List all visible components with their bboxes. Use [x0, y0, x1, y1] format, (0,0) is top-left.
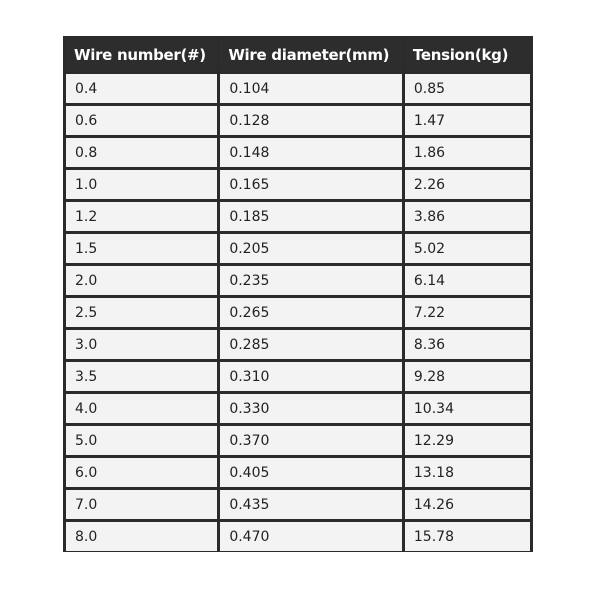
wire-spec-table	[63, 36, 533, 554]
wire-number-cell: 1.2	[66, 202, 217, 231]
header-wire-number: Wire number(#)	[66, 39, 217, 71]
wire-diameter-cell: 0.185	[220, 202, 402, 231]
wire-number-cell: 0.4	[66, 74, 217, 103]
wire-diameter-cell: 0.285	[220, 330, 402, 359]
wire-number-cell: 0.8	[66, 138, 217, 167]
table-row	[66, 490, 530, 519]
table-row	[66, 234, 530, 263]
wire-diameter-cell: 0.370	[220, 426, 402, 455]
table-row	[66, 426, 530, 455]
table-row	[66, 458, 530, 487]
wire-diameter-cell: 0.104	[220, 74, 402, 103]
tension-cell: 2.26	[405, 170, 530, 199]
wire-number-cell: 6.0	[66, 458, 217, 487]
table-row	[66, 170, 530, 199]
wire-number-cell: 3.5	[66, 362, 217, 391]
table-row	[66, 394, 530, 423]
wire-number-cell: 2.5	[66, 298, 217, 327]
table-row	[66, 74, 530, 103]
table-body	[66, 74, 530, 551]
wire-spec-table-container	[63, 36, 533, 552]
header-tension: Tension(kg)	[405, 39, 530, 71]
table-row	[66, 298, 530, 327]
wire-diameter-cell: 0.148	[220, 138, 402, 167]
tension-cell: 12.29	[405, 426, 530, 455]
wire-diameter-cell: 0.435	[220, 490, 402, 519]
tension-cell: 3.86	[405, 202, 530, 231]
wire-number-cell: 8.0	[66, 522, 217, 551]
tension-cell: 0.85	[405, 74, 530, 103]
tension-cell: 7.22	[405, 298, 530, 327]
table-row	[66, 202, 530, 231]
header-wire-diameter: Wire diameter(mm)	[220, 39, 402, 71]
tension-cell: 1.47	[405, 106, 530, 135]
table-row	[66, 106, 530, 135]
table-row	[66, 362, 530, 391]
wire-number-cell: 3.0	[66, 330, 217, 359]
wire-diameter-cell: 0.470	[220, 522, 402, 551]
wire-number-cell: 1.0	[66, 170, 217, 199]
table-row	[66, 522, 530, 551]
wire-number-cell: 1.5	[66, 234, 217, 263]
tension-cell: 15.78	[405, 522, 530, 551]
wire-diameter-cell: 0.330	[220, 394, 402, 423]
tension-cell: 1.86	[405, 138, 530, 167]
tension-cell: 5.02	[405, 234, 530, 263]
wire-diameter-cell: 0.265	[220, 298, 402, 327]
wire-number-cell: 7.0	[66, 490, 217, 519]
tension-cell: 13.18	[405, 458, 530, 487]
wire-diameter-cell: 0.128	[220, 106, 402, 135]
tension-cell: 14.26	[405, 490, 530, 519]
tension-cell: 10.34	[405, 394, 530, 423]
tension-cell: 8.36	[405, 330, 530, 359]
table-header-row	[66, 39, 530, 71]
wire-diameter-cell: 0.310	[220, 362, 402, 391]
wire-number-cell: 5.0	[66, 426, 217, 455]
table-row	[66, 330, 530, 359]
wire-number-cell: 2.0	[66, 266, 217, 295]
tension-cell: 9.28	[405, 362, 530, 391]
wire-number-cell: 0.6	[66, 106, 217, 135]
wire-diameter-cell: 0.205	[220, 234, 402, 263]
wire-diameter-cell: 0.235	[220, 266, 402, 295]
wire-number-cell: 4.0	[66, 394, 217, 423]
wire-diameter-cell: 0.165	[220, 170, 402, 199]
table-row	[66, 138, 530, 167]
table-row	[66, 266, 530, 295]
wire-diameter-cell: 0.405	[220, 458, 402, 487]
tension-cell: 6.14	[405, 266, 530, 295]
